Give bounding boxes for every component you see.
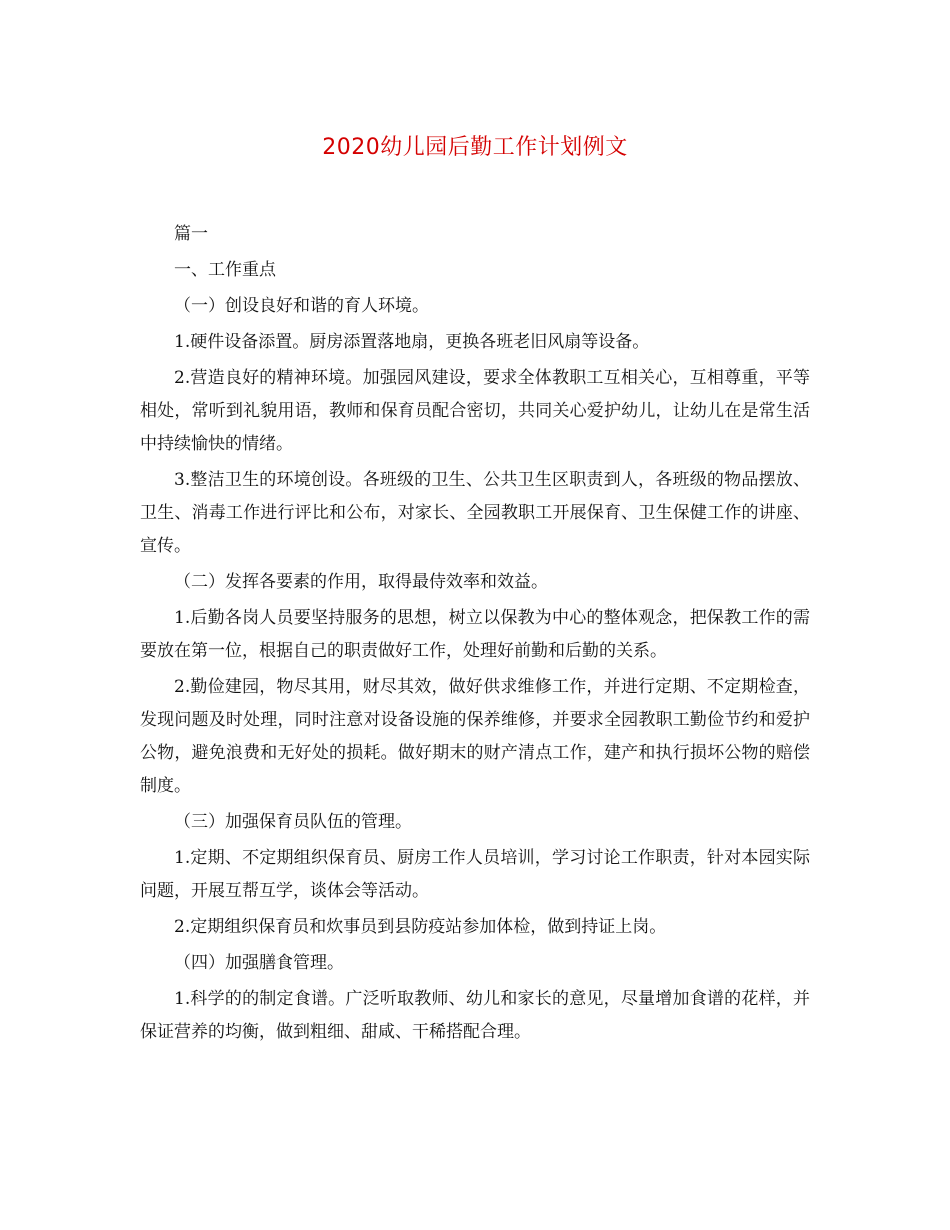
document-title: 2020幼儿园后勤工作计划例文 (322, 135, 628, 160)
paragraph: （一）创设良好和谐的育人环境。 (174, 296, 429, 316)
paragraph: 1.硬件设备添置。厨房添置落地扇，更换各班老旧风扇等设备。 (174, 332, 650, 352)
paragraph: 2.定期组织保育员和炊事员到县防疫站参加体检，做到持证上岗。 (174, 917, 667, 937)
paragraph: 一、工作重点 (174, 260, 276, 280)
paragraph: 2.勤俭建园，物尽其用，财尽其效，做好供求维修工作，并进行定期、不定期检查，发现问题及时处理，同时注意对设备设施的保养维修，并要求全园教职工勤俭节约和爱护公物，避免浪费和无好处的损耗。做好期末的财产清点工作，建产和执行损坏公物的赔偿制度。 (140, 677, 810, 796)
paragraph: （三）加强保育员队伍的管理。 (174, 812, 412, 832)
paragraph: 3.整洁卫生的环境创设。各班级的卫生、公共卫生区职责到人，各班级的物品摆放、卫生、消毒工作进行评比和公布，对家长、全园教职工开展保育、卫生保健工作的讲座、宣传。 (140, 470, 810, 556)
paragraph: 2.营造良好的精神环境。加强园风建设，要求全体教职工互相关心，互相尊重，平等相处，常听到礼貌用语，教师和保育员配合密切，共同关心爱护幼儿，让幼儿在是常生活中持续愉快的情绪。 (140, 368, 810, 454)
paragraph: 篇一 (174, 224, 208, 244)
paragraph: 1.后勤各岗人员要坚持服务的思想，树立以保教为中心的整体观念，把保教工作的需要放在第一位，根据自己的职责做好工作，处理好前勤和后勤的关系。 (140, 608, 810, 661)
paragraph: 1.定期、不定期组织保育员、厨房工作人员培训，学习讨论工作职责，针对本园实际问题，开展互帮互学，谈体会等活动。 (140, 848, 810, 901)
paragraph: 1.科学的的制定食谱。广泛听取教师、幼儿和家长的意见，尽量增加食谱的花样，并保证营养的均衡，做到粗细、甜咸、干稀搭配合理。 (140, 989, 810, 1042)
paragraph: （二）发挥各要素的作用，取得最侍效率和效益。 (174, 572, 548, 592)
paragraph: （四）加强膳食管理。 (174, 953, 344, 973)
document-body (140, 218, 810, 1049)
